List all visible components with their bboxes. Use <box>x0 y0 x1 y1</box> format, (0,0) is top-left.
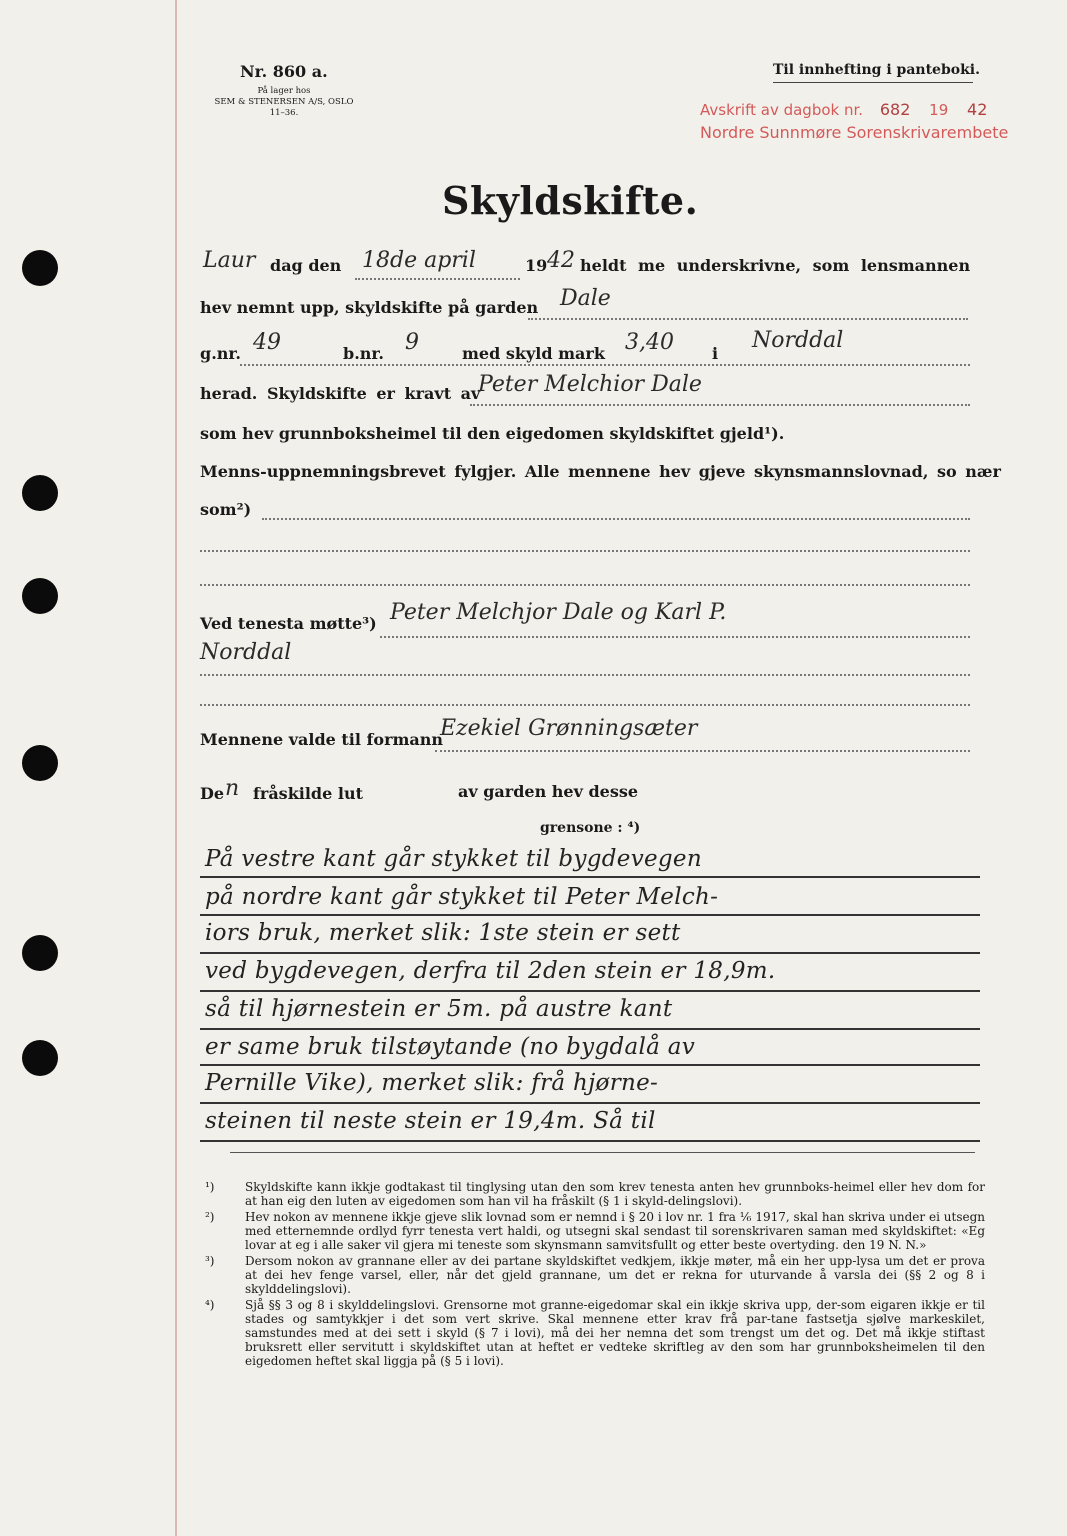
margin-line <box>175 0 177 1536</box>
dotted-line <box>355 278 520 280</box>
header-note: Til innhefting i panteboki. <box>773 62 980 78</box>
boundary-line: steinen til neste stein er 19,4m. Så til <box>205 1108 656 1134</box>
handwritten-garden: Dale <box>560 286 611 311</box>
dotted-line <box>240 364 970 366</box>
boundary-line: ved bygdevegen, derfra til 2den stein er 18,9m. <box>205 958 776 984</box>
footnote <box>205 1298 985 1368</box>
printer-line: SEM & STENERSEN A/S, OSLO <box>214 97 354 107</box>
handwritten-day: Laur <box>203 248 256 273</box>
dotted-line <box>262 518 970 520</box>
dotted-line <box>470 404 970 406</box>
ruled-line <box>200 876 980 878</box>
handwritten-skyld: 3,40 <box>625 330 674 355</box>
header-rule <box>773 82 973 83</box>
dotted-line <box>200 550 970 552</box>
handwritten-kravt-av: Peter Melchior Dale <box>478 372 702 397</box>
boundary-line: Pernille Vike), merket slik: frå hjørne- <box>205 1070 659 1096</box>
stamp-line-1 <box>700 100 987 119</box>
ruled-line <box>200 990 980 992</box>
stamp-label: Avskrift av dagbok nr. <box>700 101 864 119</box>
skyld-label: med skyld mark <box>462 344 605 363</box>
footnote <box>205 1210 985 1252</box>
handwritten-mote-line-2: Norddal <box>200 640 292 665</box>
handwritten-date: 18de april <box>362 248 476 273</box>
handwritten-gnr: 49 <box>253 330 281 355</box>
i-label: i <box>712 344 719 363</box>
lut-prefix: De <box>200 784 225 803</box>
lut-label: fråskilde lut <box>253 784 363 803</box>
document-title: Skyldskifte. <box>442 178 699 223</box>
footnote-text: Dersom nokon av grannane eller av dei partane skyldskiftet vedkjem, ikkje møter, må ein her upp-lysa um det er prova at dei hev fenge varsel, eller, når det gjeld grannane, um det er rekna for uturvande å varsla dei (§§ 2 og 8 i skylddelingslovi). <box>245 1254 985 1296</box>
stamp-year: 42 <box>967 100 988 119</box>
garden-label: av garden hev desse <box>458 782 639 801</box>
handwritten-bnr: 9 <box>405 330 419 355</box>
boundary-line: så til hjørnestein er 5m. på austre kant <box>205 996 673 1022</box>
form-line-6: Menns-uppnemningsbrevet fylgjer. Alle mennene hev gjeve skynsmannslovnad, so nær <box>200 462 1001 481</box>
stamp-office: Nordre Sunnmøre Sorenskrivarembete <box>700 123 1009 142</box>
boundary-line: På vestre kant går stykket til bygdevegen <box>205 846 702 872</box>
dotted-line <box>435 750 970 752</box>
form-line-4: herad. Skyldskifte er kravt av <box>200 384 481 403</box>
punch-hole <box>22 475 58 511</box>
punch-hole <box>22 745 58 781</box>
footnote-number: ⁴) <box>205 1298 215 1312</box>
dotted-line <box>200 704 970 706</box>
dotted-line <box>200 674 970 676</box>
footnote-text: Sjå §§ 3 og 8 i skylddelingslovi. Grensorne mot granne-eigedomar skal ein ikkje skriva upp, der-som eigaren ikkje er til stades og samtykkjer i det som vert skrive. Skal mennene etter krav frå par-tane fastsetja sjølve markeskilet, samstundes med at dei sett i skyld (§ 7 i lovi), må dei her nemna det som trengst um det og. Det må ikkje stiftast bruksrett eller servitutt i skyldskiftet utan at heftet er vedteke skriftleg av den som har grunnboksheimelen til den eigedomen heftet skal liggja på (§ 5 i lovi). <box>245 1298 985 1368</box>
ruled-line <box>200 1140 980 1142</box>
footnote-number: ¹) <box>205 1180 215 1194</box>
form-number: Nr. 860 a. <box>240 62 328 81</box>
footnote <box>205 1254 985 1296</box>
year-prefix: 19 <box>525 256 548 275</box>
handwritten-year: 42 <box>547 248 575 273</box>
formann-label: Mennene valde til formann <box>200 730 444 749</box>
ruled-line <box>200 1102 980 1104</box>
form-line-5: som hev grunnboksheimel til den eigedomen skyldskiftet gjeld¹). <box>200 424 785 443</box>
footnote-text: Hev nokon av mennene ikkje gjeve slik lovnad som er nemnd i § 20 i lov nr. 1 fra ⅙ 1917, skal han skriva under ei utsegn med etternemnde ordlyd fyrr tenesta vert haldi, og utsegni skal sendast til sorenskrivaren saman med skyldskiftet: «Eg lovar at eg i alle saker vil gjera mi teneste som skynsmann samvitsfullt og etter beste overtyding. den 19 N. N.» <box>245 1210 985 1252</box>
day-label: dag den <box>270 256 342 275</box>
mote-label: Ved tenesta møtte³) <box>200 614 377 633</box>
footnote-number: ²) <box>205 1210 215 1224</box>
ruled-line <box>200 952 980 954</box>
stamp-dagbok-number: 682 <box>879 100 911 119</box>
bnr-label: b.nr. <box>343 344 384 363</box>
handwritten-herad: Norddal <box>752 328 844 353</box>
ruled-line <box>200 1028 980 1030</box>
punch-hole <box>22 250 58 286</box>
ruled-line <box>200 914 980 916</box>
form-line-2: hev nemnt upp, skyldskifte på garden <box>200 298 539 317</box>
boundary-line: på nordre kant går stykket til Peter Melch- <box>205 884 719 910</box>
form-line-1: heldt me underskrivne, som lensmannen <box>580 256 971 275</box>
handwritten-mote-line-1: Peter Melchjor Dale og Karl P. <box>390 600 727 625</box>
printer-line: På lager hos <box>257 86 311 96</box>
stamp-year-prefix: 19 <box>929 101 949 119</box>
form-line-7: som²) <box>200 500 252 519</box>
footnote-text: Skyldskifte kann ikkje godtakast til tinglysing utan den som krev tenesta anten hev grunnboks-heimel eller hev dom for at han eig den luten av eigedomen som han vil ha fråskilt (§ 1 i skyld-delingslovi). <box>245 1180 985 1208</box>
printer-imprint <box>209 86 359 119</box>
dotted-line <box>200 584 970 586</box>
punch-hole <box>22 1040 58 1076</box>
handwritten-lut-suffix: n <box>225 776 240 801</box>
punch-hole <box>22 935 58 971</box>
grensone-label: grensone : ⁴) <box>540 820 641 836</box>
footnote-rule <box>230 1152 975 1153</box>
dotted-line <box>528 318 968 320</box>
dotted-line <box>380 636 970 638</box>
footnotes <box>205 1180 985 1370</box>
boundary-line: iors bruk, merket slik: 1ste stein er sett <box>205 920 681 946</box>
footnote <box>205 1180 985 1208</box>
boundary-line: er same bruk tilstøytande (no bygdalå av <box>205 1034 696 1060</box>
gnr-label: g.nr. <box>200 344 241 363</box>
footnote-number: ³) <box>205 1254 215 1268</box>
punch-hole <box>22 578 58 614</box>
handwritten-formann: Ezekiel Grønningsæter <box>440 716 698 741</box>
printer-line: 11–36. <box>269 108 299 118</box>
ruled-line <box>200 1064 980 1066</box>
